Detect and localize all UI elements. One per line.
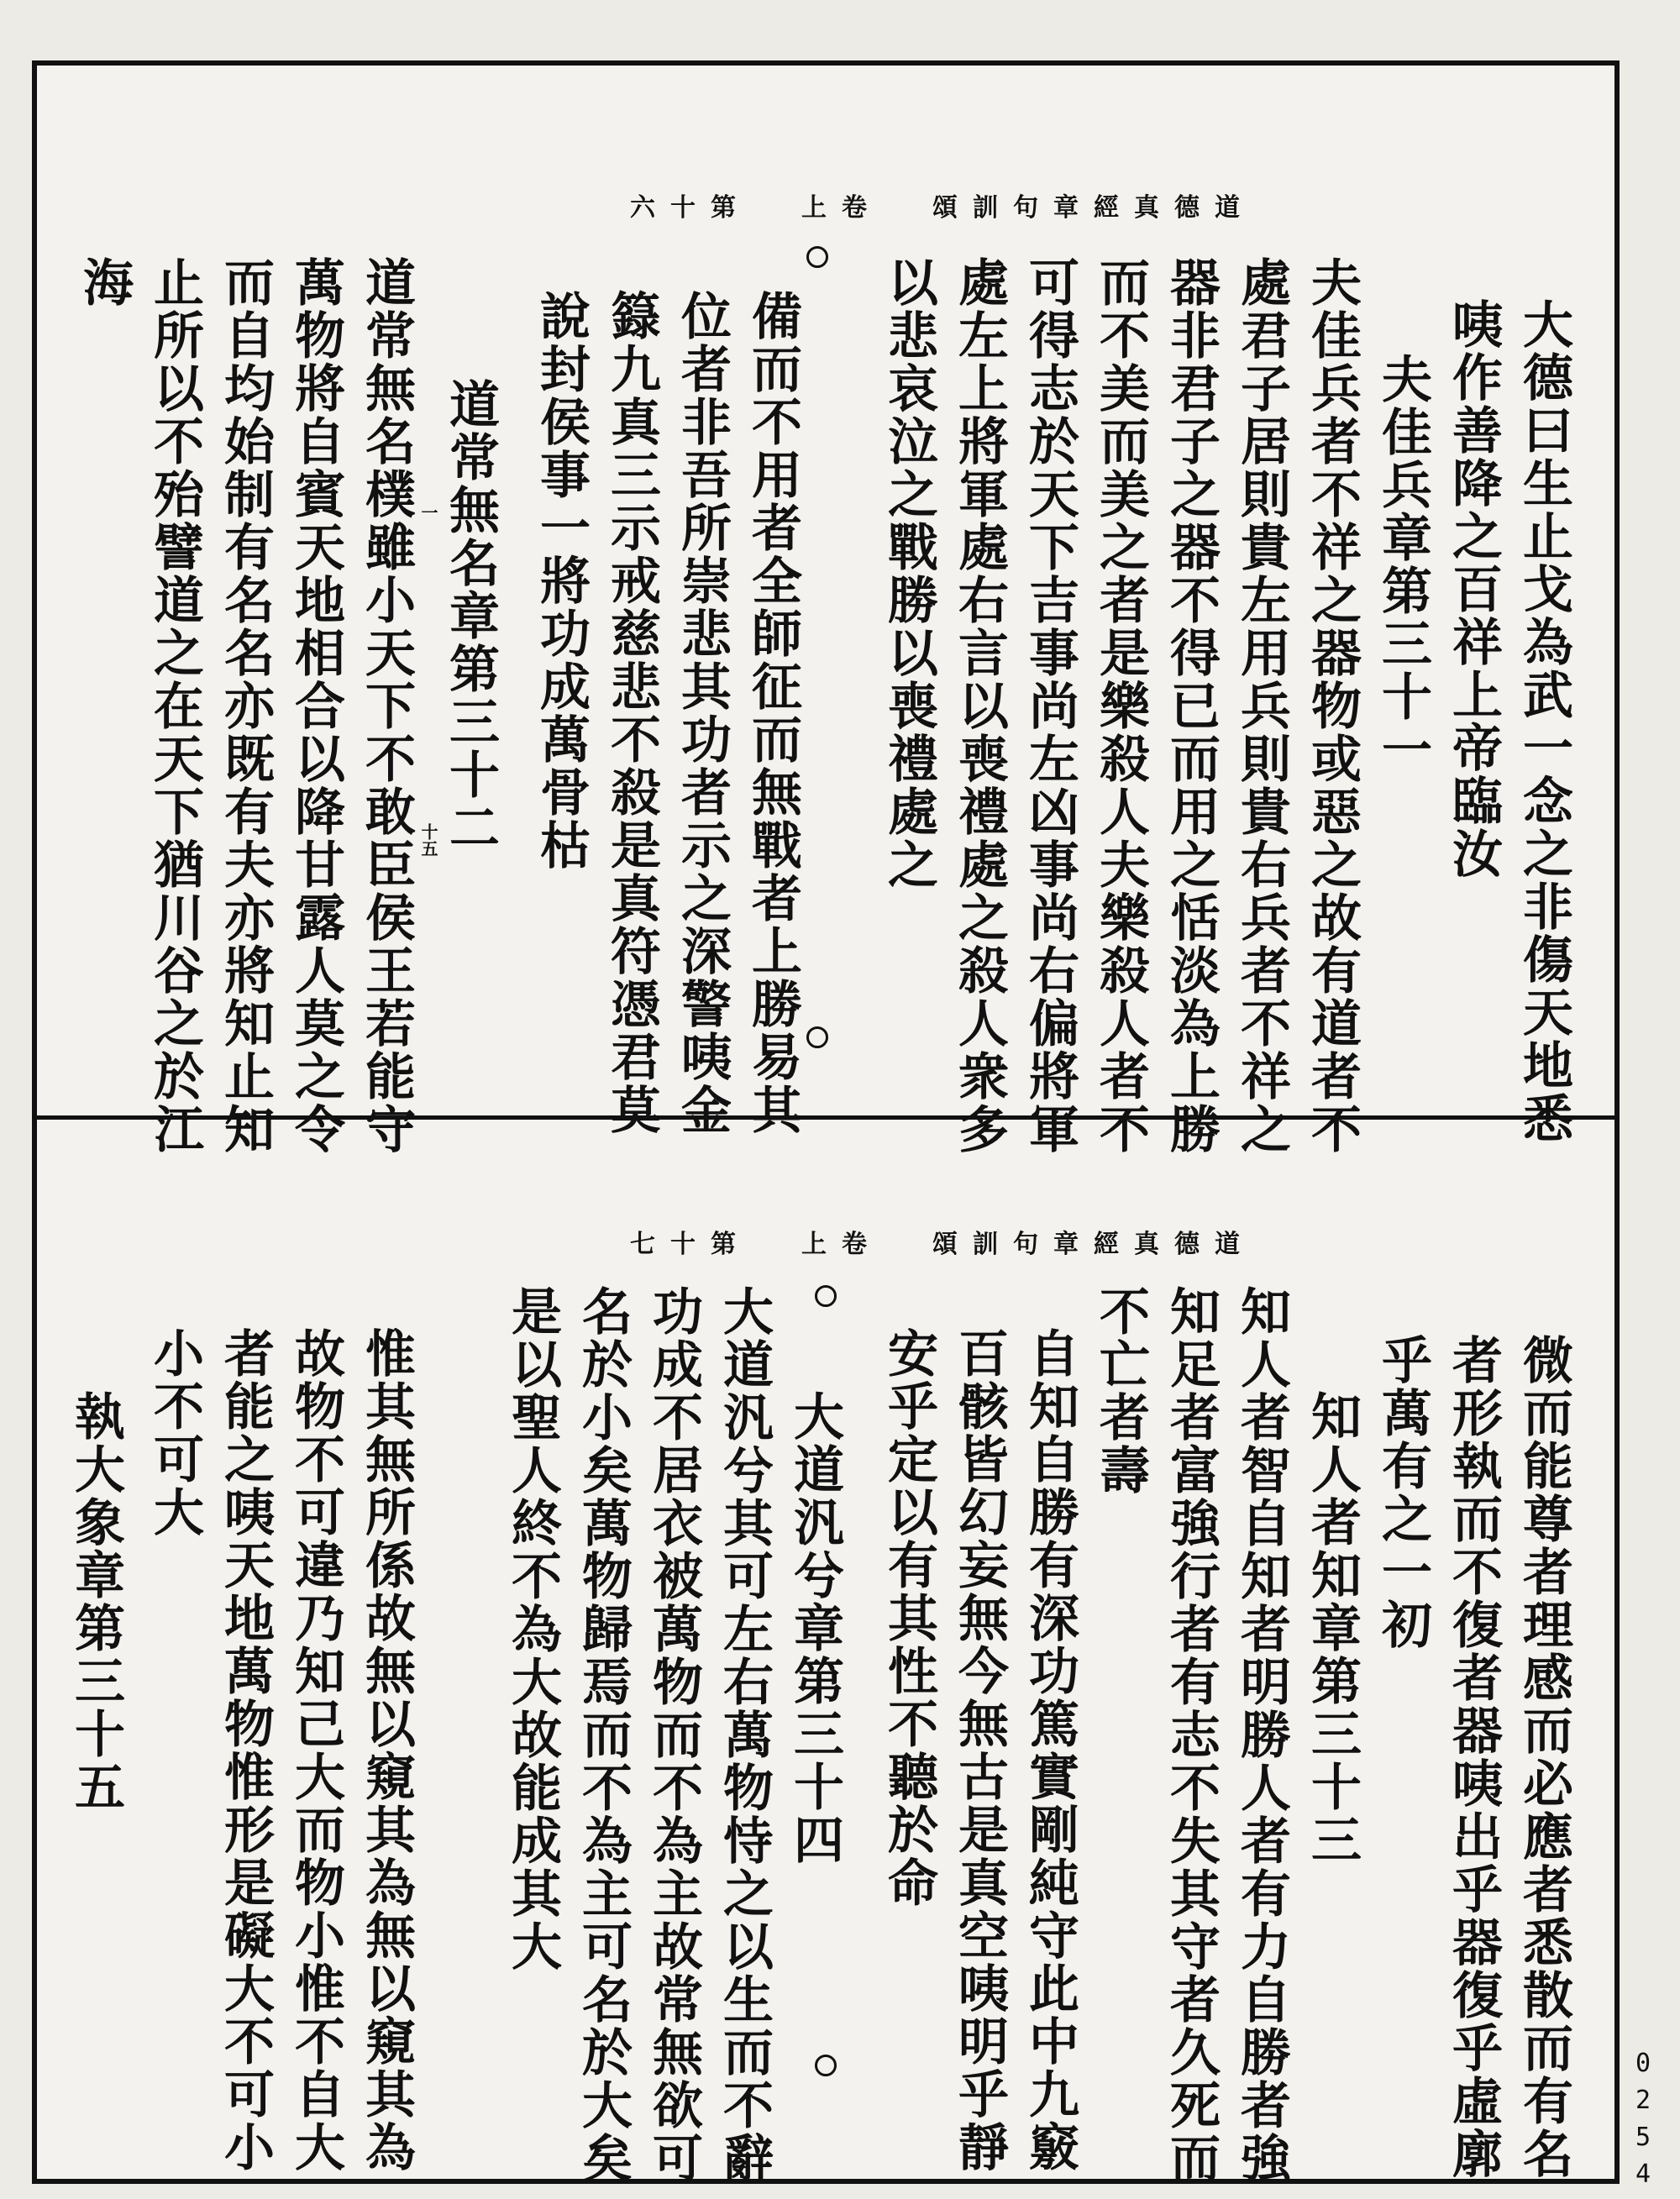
bottom-header-volume: 卷上 <box>801 1230 882 1259</box>
text-column: 可得志於天下吉事尚左凶事尚右偏將軍 <box>1021 256 1079 1156</box>
text-column: 萬物將自賓天地相合以降甘露人莫之令 <box>286 256 345 1156</box>
chapter-title: 大道汎兮章第三十四 <box>785 1390 844 1866</box>
text-column: 海 <box>75 256 134 309</box>
text-column: 以悲哀泣之戰勝以喪禮處之 <box>879 256 938 891</box>
paragraph-circle <box>806 1026 828 1048</box>
text-column: 大道汎兮其可左右萬物恃之以生而不辭 <box>715 1285 774 2185</box>
bottom-header-title: 道德真經章句訓頌 <box>932 1230 1255 1259</box>
text-column: 夫佳兵者不祥之器物或惡之故有道者不 <box>1303 256 1362 1156</box>
commentary-column: 故物不可違乃知己大而物小惟不自大 <box>286 1327 345 2174</box>
text-column: 是以聖人終不為大故能成其大 <box>503 1285 562 1973</box>
text-column: 道常無名樸雖小天下不敢臣侯王若能守 <box>357 256 416 1156</box>
text-column: 知足者富強行者有志不失其守者久死而 <box>1162 1285 1221 2185</box>
commentary-column: 者形執而不復者器咦出乎器復乎虛廓 <box>1444 1334 1503 2181</box>
top-header-title: 道德真經章句訓頌 <box>932 193 1255 223</box>
commentary-column: 者能之咦天地萬物惟形是礙大不可小 <box>216 1327 275 2174</box>
text-column: 處君子居則貴左用兵則貴右兵者不祥之 <box>1232 256 1291 1156</box>
paragraph-circle <box>815 2055 837 2076</box>
paragraph-circle <box>815 1285 837 1307</box>
chapter-title: 執大象章第三十五 <box>66 1390 125 1813</box>
commentary-column: 籙九真三示戒慈悲不殺是真符憑君莫 <box>602 290 661 1136</box>
commentary-column: 備而不用者全師征而無戰者上勝易其 <box>743 290 802 1136</box>
top-running-header <box>580 186 1255 223</box>
bottom-header-folio: 第十七 <box>630 1230 751 1259</box>
annotation-note: 十五 <box>418 823 438 857</box>
paragraph-circle <box>806 246 828 268</box>
chapter-title: 道常無名章第三十二 <box>441 378 500 854</box>
commentary-column: 自知自勝有深功篤實剛純守此中九竅 <box>1021 1327 1079 2174</box>
commentary-column: 位者非吾所崇悲其功者示之深警咦金 <box>673 290 732 1136</box>
text-column: 而自均始制有名名亦既有夫亦將知止知 <box>216 256 275 1156</box>
text-column: 大德曰生止戈為武一念之非傷天地悉 <box>1515 298 1573 1145</box>
chapter-title: 知人者知章第三十三 <box>1303 1390 1362 1866</box>
text-column: 咦作善降之百祥上帝臨汝 <box>1444 298 1503 880</box>
text-column: 處左上將軍處右言以喪禮處之殺人衆多 <box>950 256 1009 1156</box>
commentary-column: 小不可大 <box>145 1327 204 1539</box>
text-column: 器非君子之器不得已而用之恬淡為上勝 <box>1162 256 1221 1156</box>
bottom-running-header <box>580 1223 1255 1260</box>
annotation-note: 一 <box>418 504 438 521</box>
top-header-volume: 卷上 <box>801 193 882 223</box>
text-column: 止所以不殆譬道之在天下猶川谷之於江 <box>145 256 204 1156</box>
text-column: 知人者智自知者明勝人者有力自勝者強 <box>1232 1285 1291 2185</box>
commentary-column: 安乎定以有其性不聽於命 <box>879 1327 938 1909</box>
text-column: 而不美而美之者是樂殺人夫樂殺人者不 <box>1091 256 1150 1156</box>
commentary-column: 說封侯事一將功成萬骨枯 <box>532 290 591 872</box>
top-header-folio: 第十六 <box>630 193 751 223</box>
text-column: 功成不居衣被萬物而不為主故常無欲可 <box>644 1285 703 2185</box>
commentary-column: 百骸皆幻妄無今無古是真空咦明乎靜 <box>950 1327 1009 2174</box>
text-column: 不亡者壽 <box>1091 1285 1150 1497</box>
commentary-column: 惟其無所係故無以窺其為無以窺其為 <box>357 1327 416 2174</box>
chapter-title: 夫佳兵章第三十一 <box>1373 353 1432 776</box>
page-number: 0 2 5 4 <box>1635 2049 1651 2189</box>
text-column: 名於小矣萬物歸焉而不為主可名於大矣 <box>574 1285 633 2185</box>
commentary-column: 微而能尊者理感而必應者悉散而有名 <box>1515 1334 1573 2181</box>
commentary-column: 乎萬有之一初 <box>1373 1334 1432 1651</box>
